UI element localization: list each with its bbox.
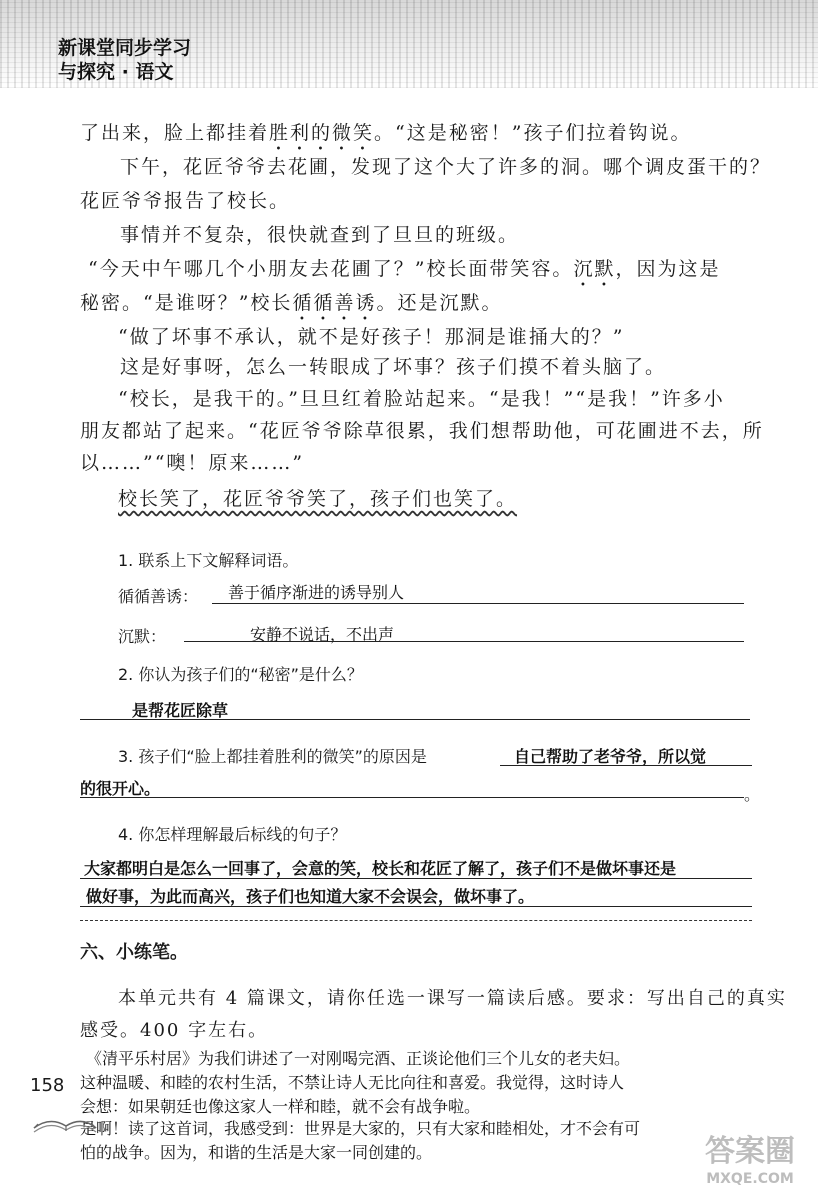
- answer-line: [212, 603, 744, 604]
- story-line: “校长，是我干的。”旦旦红着脸站起来。“是我！”“是我！”许多小: [118, 388, 725, 410]
- handwritten-essay-line: 会想：如果朝廷也像这家人一样和睦，就不会有战争啦。: [80, 1097, 481, 1116]
- watermark: [690, 1135, 810, 1195]
- story-line: 下午，花匠爷爷去花圃，发现了这个大了许多的洞。哪个调皮蛋干的？: [120, 156, 772, 178]
- wavy-underlined-sentence: 校长笑了，花匠爷爷笑了，孩子们也笑了。: [118, 488, 518, 510]
- watermark-site: MXQE.COM: [706, 1171, 794, 1187]
- prompt-text: 感受。400 字左右。: [80, 1020, 269, 1041]
- handwritten-essay-line: 是啊！读了这首词，我感受到：世界是大家的，只有大家和睦相处，才不会有可: [80, 1119, 641, 1138]
- section-heading: 六、小练笔。: [80, 942, 188, 963]
- emphasis-dotted: 胜利的微笑: [269, 122, 375, 144]
- term-label: 循循善诱：: [118, 587, 199, 606]
- page-number: 158: [30, 1075, 65, 1096]
- answer-line: [80, 906, 752, 907]
- answer-line: [80, 920, 752, 921]
- answer-line: [80, 797, 744, 798]
- story-line: 秘密。“是谁呀？”校长循循善诱。还是沉默。: [80, 292, 503, 314]
- book-title: [58, 36, 191, 84]
- handwritten-essay-line: 《清平乐村居》为我们讲述了一对刚喝完酒、正谈论他们三个儿女的老夫妇。: [86, 1049, 631, 1068]
- handwritten-answer: 善于循序渐进的诱导别人: [228, 583, 405, 602]
- story-line: 以……”“噢！原来……”: [80, 452, 305, 474]
- handwritten-answer: 是帮花匠除草: [132, 701, 229, 720]
- handwritten-answer: 自己帮助了老爷爷，所以觉: [514, 747, 707, 766]
- handwritten-essay-line: 这种温暖、和睦的农村生活，不禁让诗人无比向往和喜爱。我觉得，这时诗人: [80, 1073, 625, 1092]
- book-title-line1: 新课堂同步学习: [58, 37, 192, 59]
- story-line: “做了坏事不承认，就不是好孩子！那洞是谁捅大的？”: [118, 326, 625, 348]
- story-line: 事情并不复杂，很快就查到了旦旦的班级。: [120, 224, 520, 246]
- book-title-line2: 与探究 · 语文: [58, 61, 174, 83]
- question-2: 2. 你认为孩子们的“秘密”是什么？: [118, 665, 363, 684]
- handwritten-answer: 大家都明白是怎么一回事了，会意的笑，校长和花匠了解了，孩子们不是做坏事还是: [84, 859, 677, 878]
- story-line: 了出来，脸上都挂着胜利的微笑。“这是秘密！”孩子们拉着钩说。: [80, 122, 692, 144]
- handwritten-answer: 的很开心。: [80, 779, 161, 798]
- answer-line: [80, 719, 750, 720]
- story-line: 这是好事呀，怎么一转眼成了坏事？孩子们摸不着头脑了。: [120, 356, 667, 378]
- emphasis-dotted: 循循善诱: [292, 292, 377, 314]
- question-1: 1. 联系上下文解释词语。: [118, 551, 299, 570]
- question-3: 3. 孩子们“脸上都挂着胜利的微笑”的原因是: [118, 747, 427, 766]
- term-label: 沉默：: [118, 627, 167, 646]
- story-line: “今天中午哪几个小朋友去花圃了？”校长面带笑容。沉默，因为这是: [88, 258, 721, 280]
- handwritten-answer: 做好事，为此而高兴，孩子们也知道大家不会误会，做坏事了。: [86, 887, 535, 906]
- header-banner: [0, 0, 818, 88]
- end-mark: 。: [744, 785, 761, 804]
- story-line-underlined: [118, 484, 517, 511]
- question-4: 4. 你怎样理解最后标线的句子？: [118, 825, 347, 844]
- handwritten-answer: 安静不说话，不出声: [250, 625, 395, 644]
- watermark-text: 答案圈: [705, 1134, 795, 1169]
- answer-line: [80, 878, 752, 879]
- prompt-text: 本单元共有 4 篇课文，请你任选一课写一篇读后感。要求：写出自己的真实: [118, 988, 787, 1009]
- emphasis-dotted: 沉默: [573, 258, 616, 280]
- answer-line: [500, 765, 752, 766]
- handwritten-essay-line: 怕的战争。因为，和谐的生活是大家一同创建的。: [80, 1143, 433, 1162]
- story-line: 花匠爷爷报告了校长。: [80, 190, 291, 212]
- answer-line: [184, 641, 744, 642]
- story-line: 朋友都站了起来。“花匠爷爷除草很累，我们想帮助他，可花圃进不去，所: [80, 420, 764, 442]
- open-book-icon: [30, 1098, 100, 1136]
